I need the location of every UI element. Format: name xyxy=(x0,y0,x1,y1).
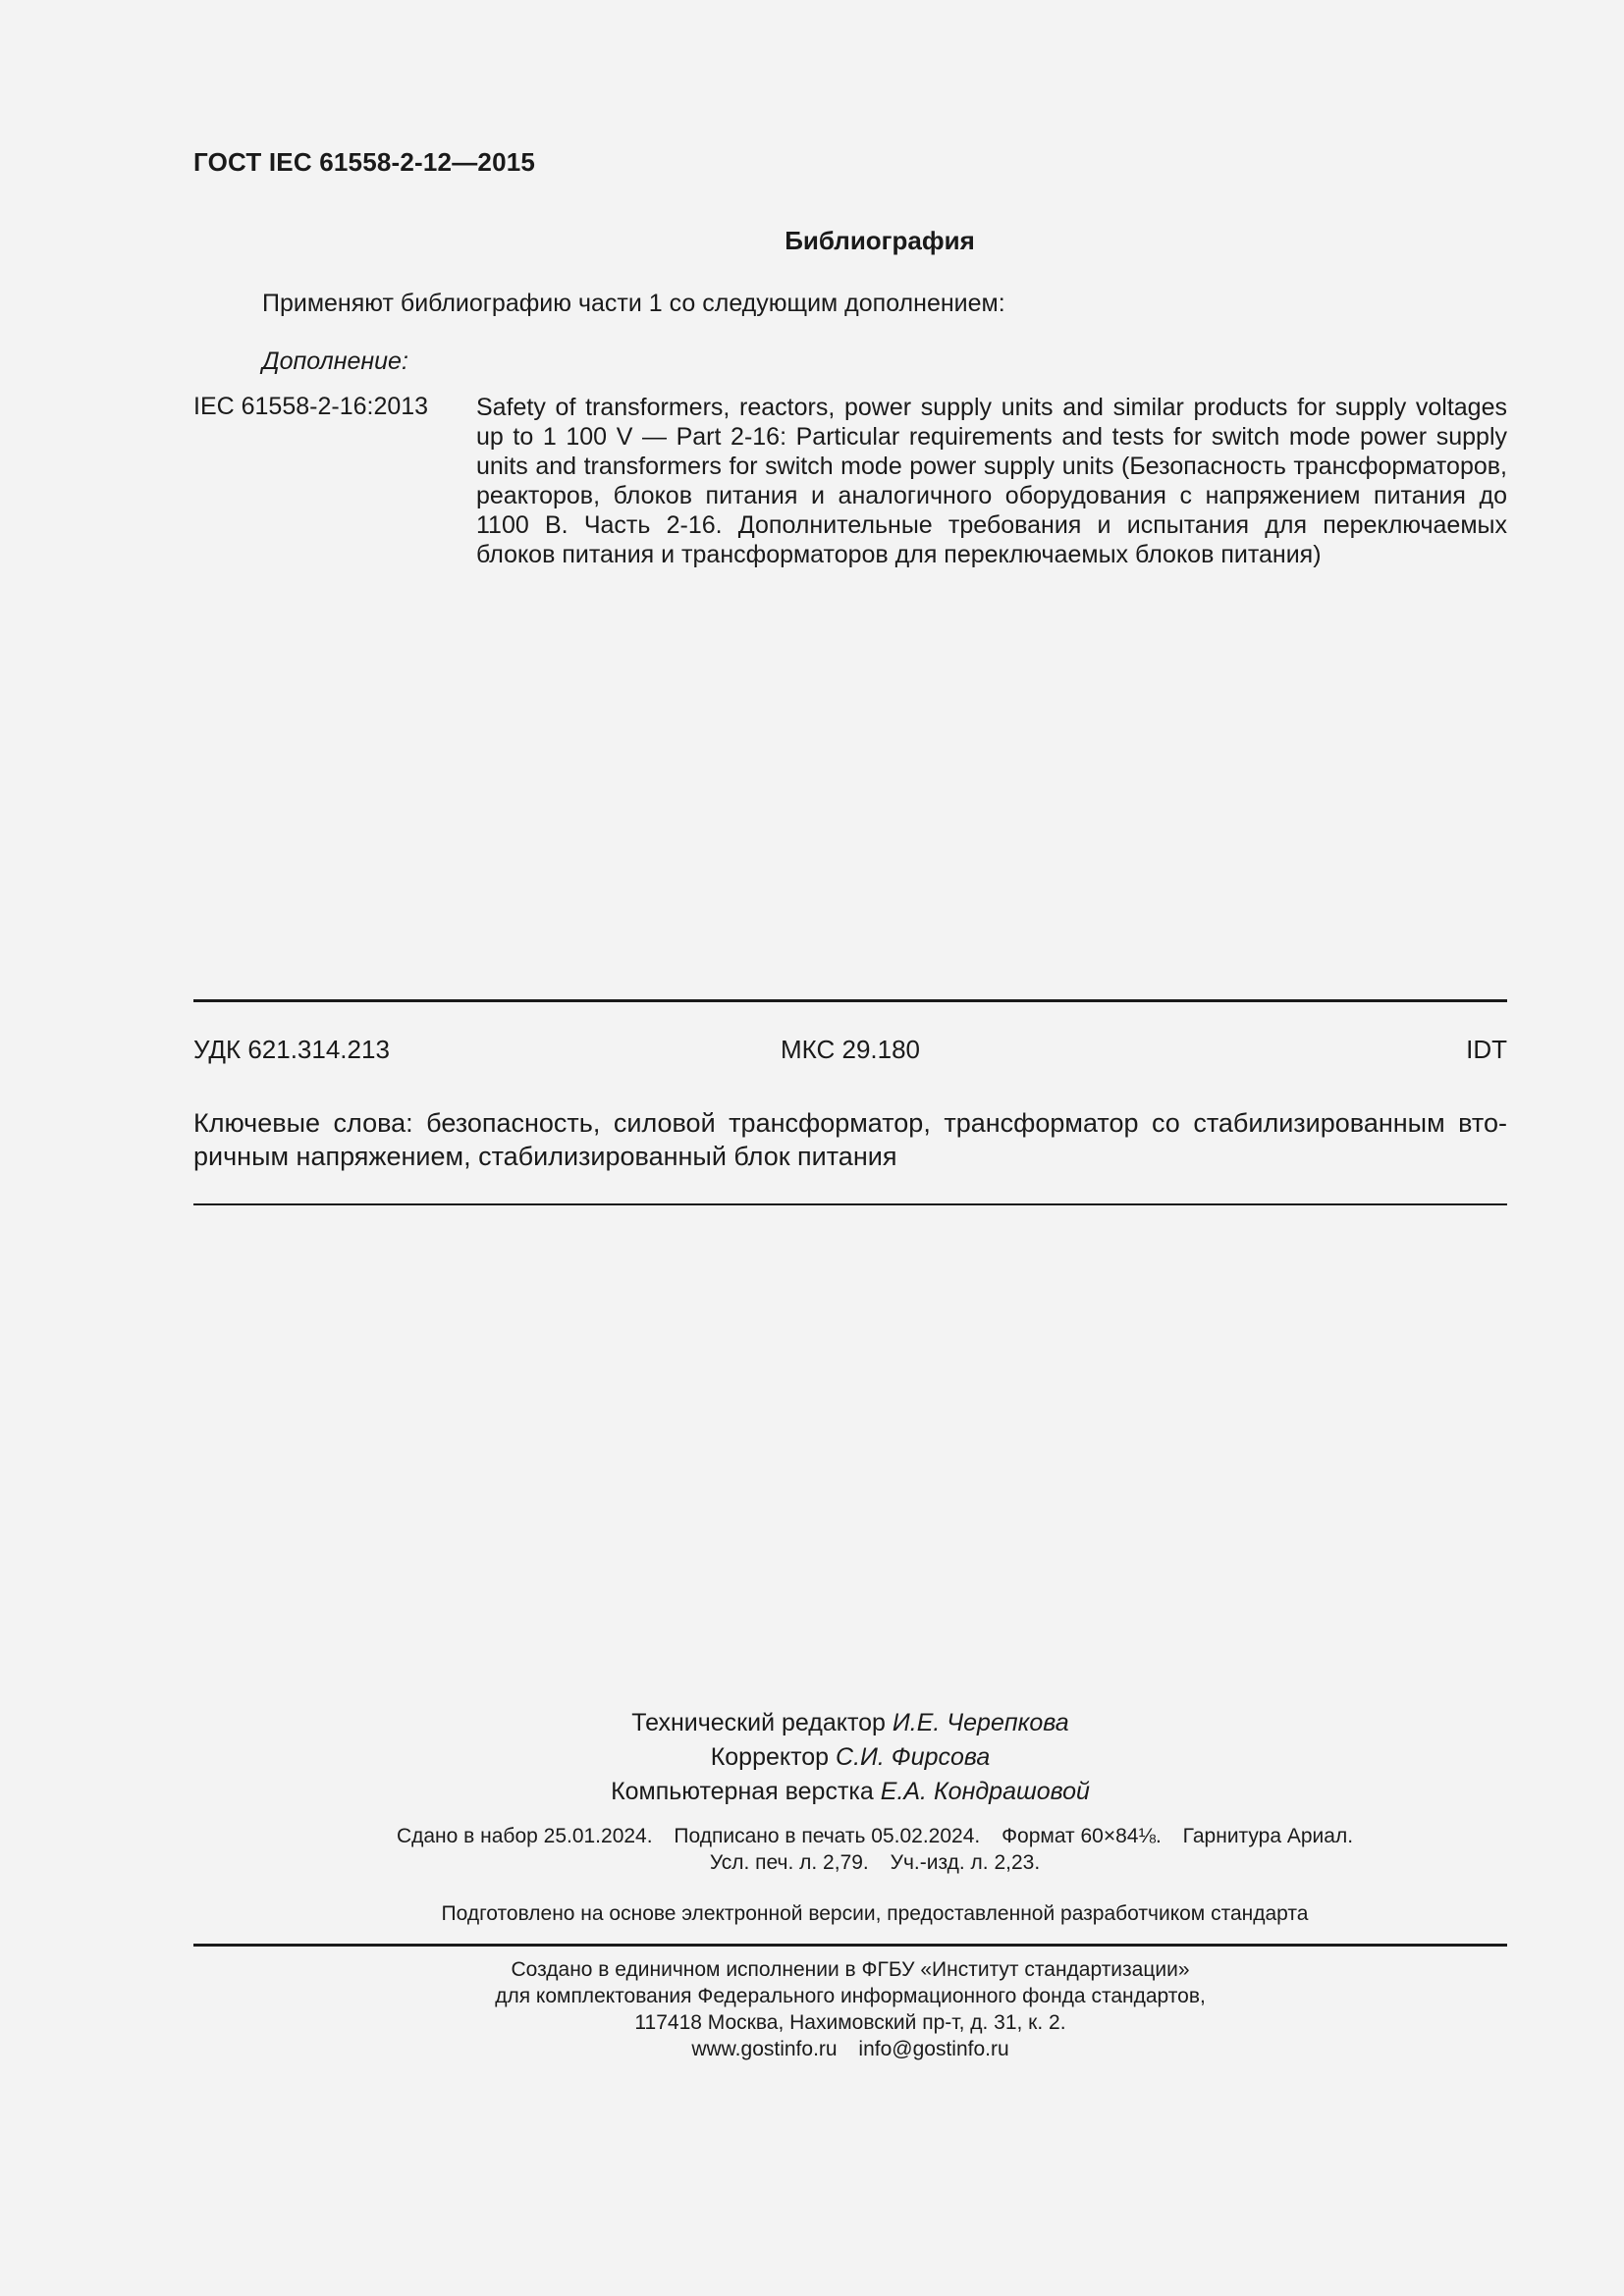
typeface: Гарнитура Ариал. xyxy=(1182,1825,1354,1847)
signed-date: Подписано в печать 05.02.2024. xyxy=(674,1825,981,1847)
udk-code: УДК 621.314.213 xyxy=(193,1035,390,1064)
keywords: Ключевые слова: безопасность, силовой трансформатор, трансформатор со стабилизированным вторичным напряжением, стабилизированный блок питания xyxy=(193,1108,1507,1171)
credits-block xyxy=(193,1706,1507,1809)
tech-editor-line xyxy=(193,1706,1507,1740)
publisher-line-1: Создано в единичном исполнении в ФГБУ «Институт стандартизации» xyxy=(511,1958,1190,1981)
publisher-contacts xyxy=(193,2036,1507,2062)
layout-label: Компьютерная верстка xyxy=(611,1778,874,1805)
tech-editor-name: И.Е. Черепкова xyxy=(892,1709,1069,1736)
publisher-line-2: для комплектования Федерального информационного фонда стандартов, xyxy=(495,1985,1206,2007)
email-link[interactable]: info@gostinfo.ru xyxy=(858,2038,1009,2060)
website-link[interactable]: www.gostinfo.ru xyxy=(691,2038,838,2060)
print-info xyxy=(193,1823,1507,1876)
addition-label: Дополнение: xyxy=(262,347,408,375)
print-sheets: Усл. печ. л. 2,79. xyxy=(709,1851,869,1874)
reference-text: Safety of transformers, reactors, power supply units and similar products for supply voltages up to 1 100 V — Part 2-16: Particular requirements and tests for switch mode power supply units and transformers for switch mode power supply units (Безопасность трансформаторов, реакторов, блоков питания и аналогичного оборудования с напряжением питания до 1100 В. Часть 2-16. Дополнительные требования и испытания для переключаемых блоков питания и трансформаторов для переключаемых блоков питания) xyxy=(476,394,1507,568)
layout-line xyxy=(193,1775,1507,1809)
layout-name: Е.А. Кондрашовой xyxy=(880,1778,1090,1805)
reference-code: IEC 61558-2-16:2013 xyxy=(193,393,429,420)
print-info-line-2 xyxy=(243,1849,1507,1876)
publisher-block xyxy=(193,1956,1507,2062)
print-info-line-1 xyxy=(243,1823,1507,1849)
section-title: Библиография xyxy=(785,226,975,255)
typeset-date: Сдано в набор 25.01.2024. xyxy=(396,1825,653,1847)
divider-bottom xyxy=(193,1944,1507,1947)
divider-middle xyxy=(193,1203,1507,1205)
corrector-line xyxy=(193,1740,1507,1775)
document-code: ГОСТ IEC 61558-2-12—2015 xyxy=(193,147,536,177)
tech-editor-label: Технический редактор xyxy=(631,1709,886,1736)
paper-format: Формат 60×84⅛. xyxy=(1001,1825,1162,1847)
mks-code: МКС 29.180 xyxy=(780,1035,921,1064)
corrector-label: Корректор xyxy=(710,1743,830,1771)
pub-sheets: Уч.-изд. л. 2,23. xyxy=(890,1851,1041,1874)
bibliography-intro: Применяют библиографию части 1 со следующим дополнением: xyxy=(262,290,1005,317)
idt-code: IDT xyxy=(1466,1035,1507,1064)
publisher-address: 117418 Москва, Нахимовский пр-т, д. 31, к. 2. xyxy=(634,2011,1066,2034)
divider-top xyxy=(193,999,1507,1002)
corrector-name: С.И. Фирсова xyxy=(836,1743,991,1771)
prepared-note: Подготовлено на основе электронной версии, предоставленной разработчиком стандарта xyxy=(441,1902,1309,1925)
